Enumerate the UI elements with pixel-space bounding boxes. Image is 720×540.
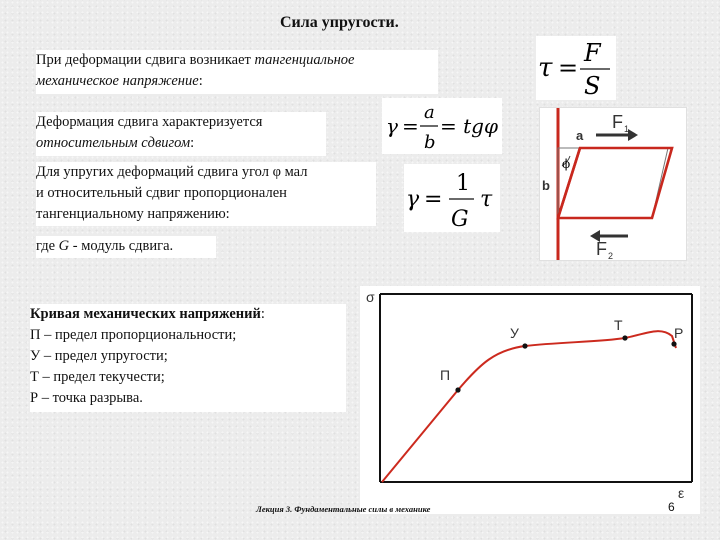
- label-f2-subscript: 2: [608, 251, 614, 260]
- shear-figure: [540, 108, 686, 260]
- gamma1-rhs: = tgφ: [440, 114, 498, 138]
- curve-item-yield: Т – предел текучести;: [30, 369, 165, 385]
- stress-strain-svg: [360, 286, 700, 514]
- force-f1-arrow-head: [628, 129, 638, 141]
- elastic-shear-paragraph: [36, 162, 376, 226]
- point-p-marker: [455, 387, 460, 392]
- slide-title: Сила упругости.: [280, 14, 399, 31]
- deformed-shape: [558, 148, 672, 218]
- p3-line1: Для упругих деформаций сдвига угол φ мал: [36, 164, 308, 180]
- p2-text: Деформация сдвига характеризуется: [36, 114, 263, 130]
- gamma2-numerator: 1: [456, 171, 470, 196]
- point-t-marker: [622, 335, 627, 340]
- p1-italic-tangential: тангенциальное: [254, 52, 355, 68]
- gamma1-denominator: b: [424, 132, 436, 153]
- gamma2-tau: τ: [480, 187, 493, 212]
- formula-gamma-tau-svg: [404, 164, 500, 232]
- lecture-footer: Лекция 3. Фундаментальные силы в механике: [256, 504, 431, 514]
- point-p-label: П: [440, 367, 451, 383]
- formula-gamma-tg: [382, 98, 502, 154]
- label-a: a: [576, 128, 584, 143]
- stress-strain-figure: [360, 286, 700, 514]
- tau-equals: =: [558, 54, 579, 82]
- curve-description: [30, 304, 346, 412]
- formula-gamma-tg-svg: [382, 98, 502, 154]
- label-f1: F: [612, 112, 623, 132]
- phi-label: ϕ: [562, 157, 571, 171]
- page-number: 6: [668, 500, 675, 514]
- formula-tau-svg: [536, 36, 616, 100]
- curve-item-elastic: У – предел упругости;: [30, 348, 168, 364]
- stress-curve-path: [382, 331, 676, 482]
- x-axis-label: ε: [678, 485, 685, 501]
- curve-heading: Кривая механических напряжений: [30, 306, 261, 322]
- label-f2: F: [596, 239, 607, 259]
- p4-post: - модуль сдвига.: [69, 238, 174, 254]
- point-r-label: Р: [674, 325, 684, 341]
- label-f1-subscript: 1: [624, 124, 630, 134]
- shear-modulus-paragraph: [36, 236, 216, 258]
- gamma2-equals: =: [424, 187, 443, 212]
- gamma2-denominator: G: [451, 207, 469, 232]
- curve-item-proportional: П – предел пропорциональности;: [30, 327, 237, 343]
- p1-text: При деформации сдвига возникает: [36, 52, 255, 68]
- p1-colon: :: [198, 73, 203, 89]
- point-t-label: Т: [614, 317, 623, 333]
- p4-g: G: [58, 238, 70, 254]
- p3-line3: тангенциальному напряжению:: [36, 206, 230, 222]
- p2-italic-relative-shear: относительным сдвигом: [36, 135, 191, 151]
- curve-item-rupture: Р – точка разрыва.: [30, 390, 143, 406]
- p2-colon: :: [190, 135, 195, 151]
- gamma1-symbol: γ: [386, 114, 398, 138]
- shear-stress-paragraph: [36, 50, 438, 94]
- relative-shear-paragraph: [36, 112, 326, 156]
- tau-denominator: S: [584, 72, 601, 100]
- point-r-marker: [671, 341, 676, 346]
- p4-pre: где: [36, 238, 59, 254]
- label-b: b: [542, 178, 550, 193]
- shear-figure-svg: [540, 108, 686, 260]
- tau-symbol: τ: [538, 53, 553, 83]
- undeformed-shape: [558, 148, 668, 218]
- tau-numerator: F: [584, 39, 601, 67]
- p1-italic-stress: механическое напряжение: [36, 73, 199, 89]
- curve-heading-colon: :: [260, 306, 265, 322]
- gamma1-numerator: a: [424, 102, 435, 123]
- y-axis-label: σ: [366, 289, 375, 305]
- point-u-marker: [522, 343, 527, 348]
- p3-line2: и относительный сдвиг пропорционален: [36, 185, 287, 201]
- gamma1-equals: =: [402, 114, 419, 138]
- formula-tau: [536, 36, 616, 100]
- point-u-label: У: [510, 325, 519, 341]
- formula-gamma-tau: [404, 164, 500, 232]
- gamma2-symbol: γ: [406, 187, 420, 212]
